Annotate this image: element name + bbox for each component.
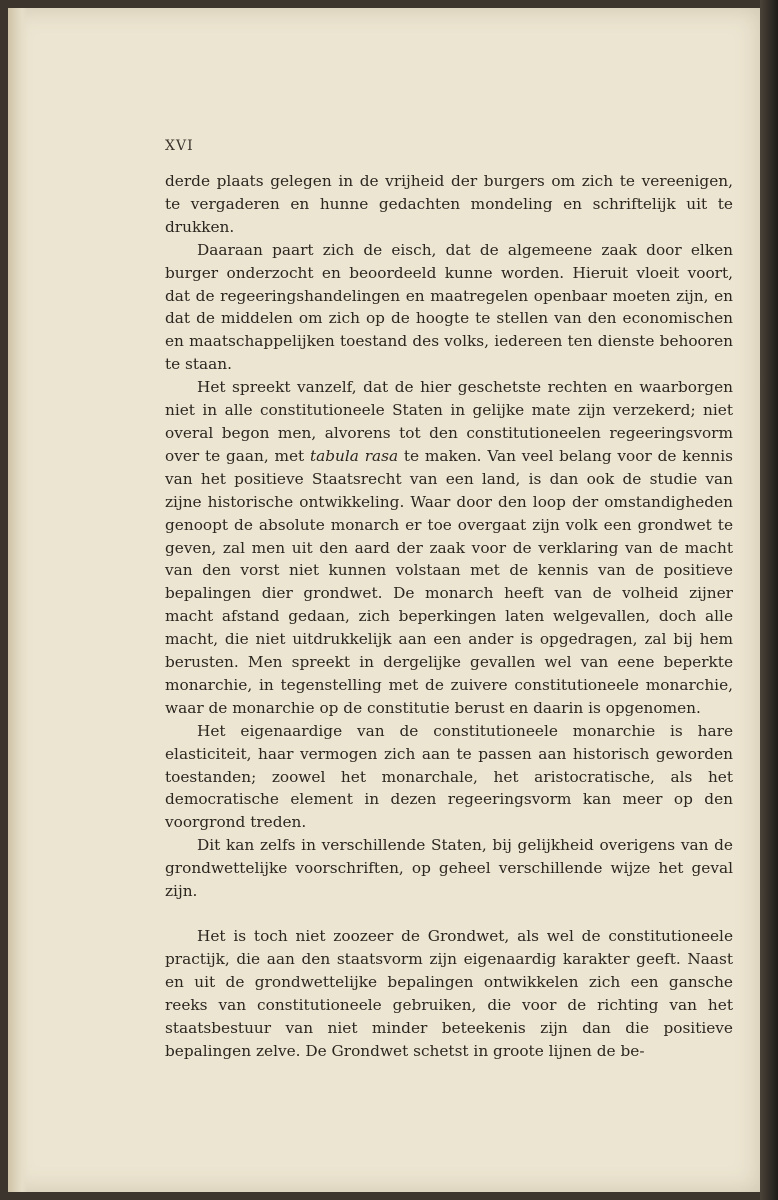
paragraph-3-end: te maken. Van veel belang voor de kennis van het positieve Staatsrecht van een land, is dan ook de studie van zijne historische ontwikkeling. Waar door den loop der omstandigheden genoopt de absolute monarch er toe overgaat zijn volk een grondwet te geven, zal men uit den aard der zaak voor de verklaring van de macht van den vorst niet kunnen volstaan met de kennis van de positieve bepalingen dier grondwet. De monarch heeft van de volheid zijner macht afstand gedaan, zich beperkingen laten welgevallen, doch alle macht, die niet uitdrukkelijk aan een ander is opgedragen, zal bij hem berusten. Men spreekt in dergelijke gevallen wel van eene beperkte monarchie, in tegenstelling met de zuivere constitutioneele monarchie, waar de monarchie op de constitutie berust en daarin is opgenomen. [165,446,733,717]
paragraph-3-start: Het spreekt vanzelf, dat de hier geschetste rechten en waarborgen niet in alle constitutioneele Staten in gelijke mate zijn verzekerd; niet overal begon men, alvorens tot den constitutioneelen regeeringsvorm over te gaan, met [165,378,733,465]
paragraph-1: derde plaats gelegen in de vrijheid der burgers om zich te vereenigen, te vergaderen en hunne gedachten mondeling en schriftelijk uit te drukken. [165,172,733,236]
emphasis-tabula-rasa: tabula rasa [310,446,399,465]
body-text [165,170,733,1062]
paragraph-3 [165,376,733,720]
paragraph-4: Het eigenaardige van de constitutioneele monarchie is hare elasticiteit, haar vermogen zich aan te passen aan historisch geworden toestanden; zoowel het monarchale, het aristocratische, als het democratische element in dezen regeeringsvorm kan meer op den voorgrond treden. [165,721,733,832]
page-number-roman: XVI [165,138,194,154]
page-gutter-shadow [8,8,28,1192]
paragraph-6: Het is toch niet zoozeer de Grondwet, als wel de constitutioneele practijk, die aan den staatsvorm zijn eigenaardig karakter geeft. Naast en uit de grondwettelijke bepalingen ontwikkelen zich een gansche reeks van constitutioneele gebruiken, die voor de richting van het staatsbestuur van niet minder beteekenis zijn dan die positieve bepalingen zelve. De Grondwet schetst in groote lijnen de be- [165,927,733,1060]
paragraph-2: Daaraan paart zich de eisch, dat de algemeene zaak door elken burger onderzocht en beoordeeld kunne worden. Hieruit vloeit voort, dat de regeeringshandelingen en maatregelen openbaar moeten zijn, en dat de middelen om zich op de hoogte te stellen van den economischen en maatschappelijken toestand des volks, iedereen ten dienste behooren te staan. [165,240,733,374]
paragraph-5: Dit kan zelfs in verschillende Staten, bij gelijkheid overigens van de grondwettelijke voorschriften, op geheel verschillende wijze het geval zijn. [165,836,733,901]
book-edge [760,0,778,1200]
